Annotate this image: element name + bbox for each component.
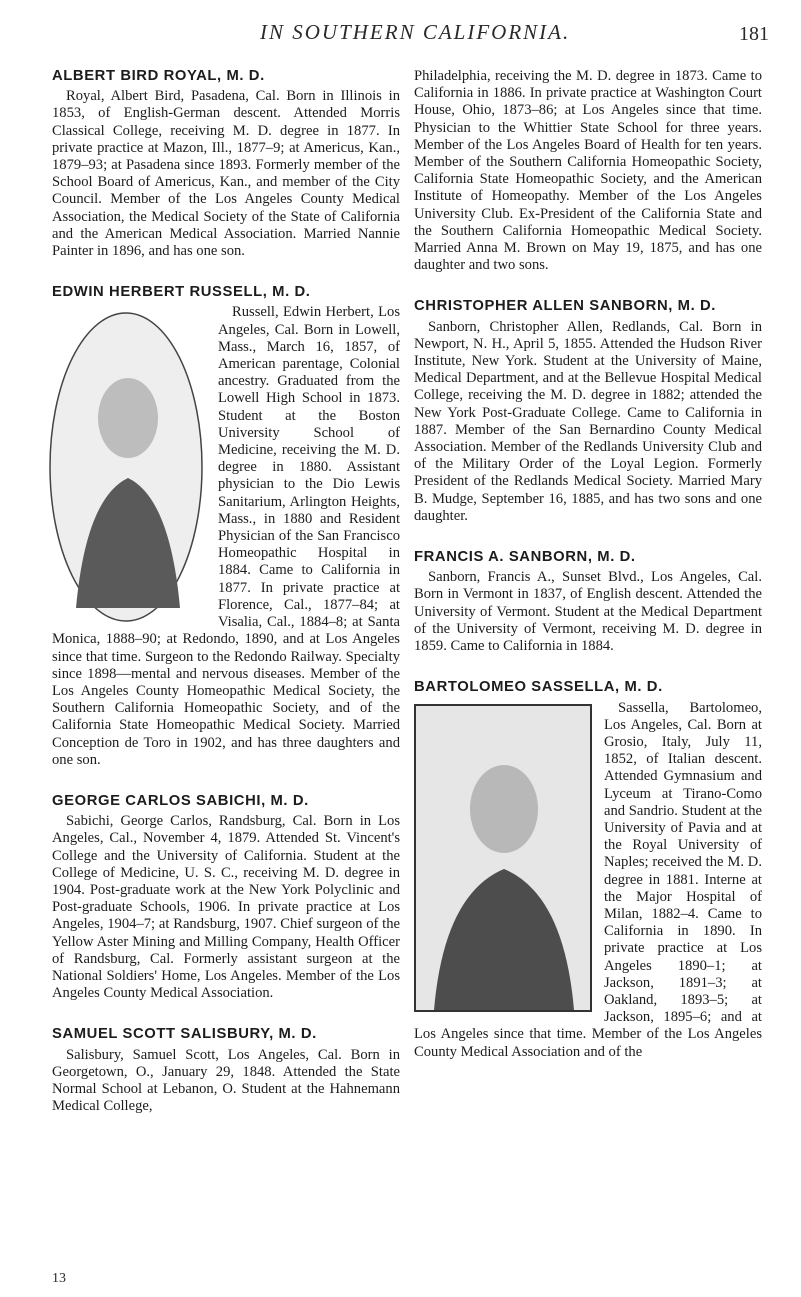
entry-heading: BARTOLOMEO SASSELLA, M. D. (414, 679, 663, 696)
entry-body: Sanborn, Christopher Allen, Redlands, Cal. Born in Newport, N. H., April 5, 1855. Attended the Hudson River Institute, New York. Student at the University of Maine, Medical Department, and at the Bellevue Hospital Medical College, receiving the M. D. degree in 1882; attended the New York Post-Graduate College. Came to California in 1887. Member of the San Bernardino County Medical Association. Member of the Redlands University Club and of the Military Order of the Loyal Legion. Formerly President of the Redlands Medical Society. Married Mary B. Mudge, September 16, 1885, and has two sons and one daughter. (414, 318, 762, 524)
entry-sassella (414, 679, 762, 1060)
page-number: 181 (739, 23, 769, 45)
entry-body: Salisbury, Samuel Scott, Los Angeles, Cal. Born in Georgetown, O., January 29, 1848. Attended the State Normal School at Lebanon, O. Student at the Hahnemann Medical College, (52, 1046, 400, 1115)
entry-body: Russell, Edwin Herbert, Los Angeles, Cal. Born in Lowell, Mass., March 16, 1857, of American parentage, Colonial ancestry. Graduated from the Lowell High School in 1873. Student at the Boston University School of Medicine, receiving the M. D. degree in 1880. Assistant physician to the Dio Lewis Sanitarium, Arlington Heights, Mass., in 1880 and Resident Physician of the San Francisco Homeopathic Hospital in 1884. Came to California in 1877. In private practice at Florence, Cal., 1877–84; at Visalia, Cal., 1884–8; at Santa Monica, 1888–90; at Redondo, 1890, and at Los Angeles since that time. Surgeon to the Redondo Railway. Specialty since 1898—mental and nervous diseases. Member of the Los Angeles County Homeopathic Medical Society, the Southern California Homeopathic Society, and of the California State Homeopathic Medical Society. Married Conception de Toro in 1902, and has three daughters and one son. (52, 304, 400, 768)
right-column (414, 68, 762, 1085)
entry-body: Sanborn, Francis A., Sunset Blvd., Los Angeles, Cal. Born in Vermont in 1837, of English descent. Attended the University of Vermont. Student at the Medical Department of the University of Vermont, receiving M. D. degree in 1859. Came to California in 1884. (414, 569, 762, 655)
entry-heading: EDWIN HERBERT RUSSELL, M. D. (52, 284, 311, 301)
portrait-russell (46, 308, 206, 626)
entry-body-continued: Philadelphia, receiving the M. D. degree in 1873. Came to California in 1886. In private practice at Washington Court House, Ohio, 1873–86; at Los Angeles since that time. Physician to the Whittier State School for three years. Member of the Los Angeles Board of Health for ten years. Member of the Southern California Homeopathic Society, California State Homeopathic Society, and the American Institute of Homeopathy. Member of the Los Angeles University Club. Ex-President of the California State and the Southern California Homeopathic Medical Society. Married Anna M. Brown on May 19, 1875, and has one daughter and two sons. (414, 68, 762, 274)
running-header (0, 14, 801, 54)
entry-sanborn-christopher (414, 298, 762, 525)
entry-heading: GEORGE CARLOS SABICHI, M. D. (52, 792, 309, 809)
running-title: IN SOUTHERN CALIFORNIA. (260, 20, 571, 44)
left-column (52, 68, 400, 1139)
entry-body: Sabichi, George Carlos, Randsburg, Cal. Born in Los Angeles, Cal., November 4, 1879. Attended St. Vincent's College and the University of California. Student at the College of Medicine, U. S. C., receiving M. D. degree in 1904. Post-graduate work at the New York Polyclinic and Post-graduate Schools, 1906. In private practice at Los Angeles, 1904–7; at Randsburg, 1907. Chief surgeon of the Yellow Aster Mining and Milling Company, Health Officer of Randsburg, Cal. Formerly assistant surgeon at the National Soldiers' Home, Los Angeles. Member of the Los Angeles County Medical Association. (52, 813, 400, 1002)
entry-body: Royal, Albert Bird, Pasadena, Cal. Born in Illinois in 1853, of English-German descent. Attended Morris Classical College, receiving M. D. degree in 1877. In private practice at Mazon, Ill., 1877–9; at Americus, Kan., 1879–93; at Pasadena since 1893. Formerly member of the School Board of Americus, Kan., and member of the City Council. Member of the Los Angeles County Medical Association, the Medical Society of the State of California and the American Medical Association. Married Nannie Painter in 1896, and has one son. (52, 88, 400, 260)
entry-heading: ALBERT BIRD ROYAL, M. D. (52, 68, 265, 84)
entry-heading: CHRISTOPHER ALLEN SANBORN, M. D. (414, 298, 716, 315)
entry-salisbury-continued (414, 68, 762, 274)
entry-sanborn-francis (414, 549, 762, 655)
entry-russell (52, 284, 400, 769)
entry-body: Sassella, Bartolomeo, Los Angeles, Cal. Born at Grosio, Italy, July 11, 1852, of Italian descent. Attended Gymnasium and Lyceum at Tirano-Como and Sandrio. Student at the University of Pavia and at the Royal University of Naples; received the M. D. degree in 1881. Interne at the Major Hospital of Milan, 1882–4. Came to California in 1890. In private practice at Los Angeles 1890–1; at Jackson, 1891–3; at Oakland, 1893–5; at Jackson, 1895–6; and at Los Angeles since that time. Member of the Los Angeles County Medical Association and of the (414, 699, 762, 1060)
entry-heading: SAMUEL SCOTT SALISBURY, M. D. (52, 1026, 317, 1043)
entry-heading: FRANCIS A. SANBORN, M. D. (414, 549, 636, 566)
entry-salisbury (52, 1026, 400, 1115)
signature-mark: 13 (52, 1271, 66, 1286)
entry-sabichi (52, 793, 400, 1002)
entry-royal (52, 68, 400, 260)
portrait-sassella (414, 704, 592, 1012)
